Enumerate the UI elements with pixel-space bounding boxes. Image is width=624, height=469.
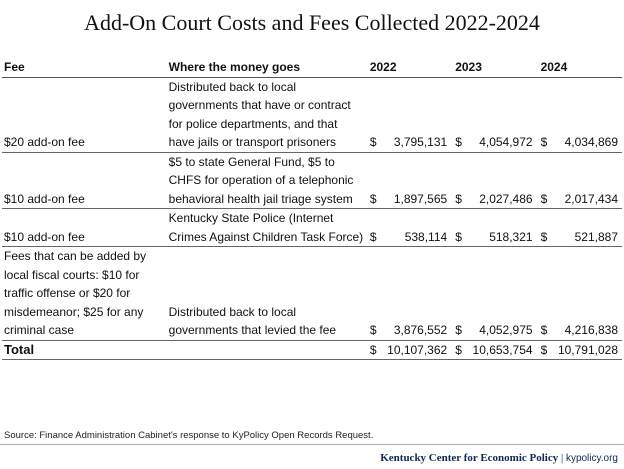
table-row [2,77,622,152]
where-cell: $5 to state General Fund, $5 to CHFS for operation of a telephonic behavioral health jail triage system [167,152,366,209]
value-2022: 1,897,565 [378,152,451,209]
value-2024: 4,034,869 [549,77,622,152]
where-cell: Distributed back to local governments that have or contract for police departments, and that have jails or transport prisoners [167,77,366,152]
value-2024: 2,017,434 [549,152,622,209]
currency-symbol: $ [451,247,463,341]
total-row [2,340,622,360]
currency-symbol: $ [451,152,463,209]
value-2023: 4,052,975 [463,247,536,341]
footer-site-link[interactable]: kypolicy.org [565,453,618,464]
where-cell: Kentucky State Police (Internet Crimes Against Children Task Force) [167,209,366,247]
currency-symbol: $ [537,340,549,360]
currency-symbol: $ [537,247,549,341]
currency-symbol: $ [537,152,549,209]
currency-symbol: $ [451,209,463,247]
header-where: Where the money goes [167,58,366,77]
value-2023: 2,027,486 [463,152,536,209]
fee-cell: $10 add-on fee [2,152,167,209]
footer-brand [380,452,618,464]
currency-symbol: $ [537,77,549,152]
currency-symbol: $ [366,340,378,360]
total-label: Total [2,340,167,360]
source-note: Source: Finance Administration Cabinet's response to KyPolicy Open Records Request. [4,430,374,441]
value-2022: 3,876,552 [378,247,451,341]
value-2023: 518,321 [463,209,536,247]
table-row [2,247,622,341]
value-2022: 538,114 [378,209,451,247]
fee-cell: $10 add-on fee [2,209,167,247]
value-2022: 3,795,131 [378,77,451,152]
fee-cell: $20 add-on fee [2,77,167,152]
table-row [2,209,622,247]
total-where-empty [167,340,366,360]
total-2023: 10,653,754 [463,340,536,360]
value-2024: 521,887 [549,209,622,247]
currency-symbol: $ [366,152,378,209]
total-2022: 10,107,362 [378,340,451,360]
header-fee: Fee [2,58,167,77]
currency-symbol: $ [451,77,463,152]
footer-separator: | [558,452,566,464]
currency-symbol: $ [366,247,378,341]
value-2023: 4,054,972 [463,77,536,152]
fee-cell: Fees that can be added by local fiscal courts: $10 for traffic offense or $20 for misdemeanor; $25 for any criminal case [2,247,167,341]
page-title: Add-On Court Costs and Fees Collected 2022-2024 [84,10,540,35]
header-2022: 2022 [366,58,451,77]
header-2024: 2024 [537,58,622,77]
where-cell: Distributed back to local governments that levied the fee [167,247,366,341]
footer [0,444,624,469]
currency-symbol: $ [366,77,378,152]
table-header-row [2,58,622,77]
table-row [2,152,622,209]
currency-symbol: $ [451,340,463,360]
fees-table [2,58,622,360]
currency-symbol: $ [537,209,549,247]
total-2024: 10,791,028 [549,340,622,360]
currency-symbol: $ [366,209,378,247]
value-2024: 4,216,838 [549,247,622,341]
footer-org: Kentucky Center for Economic Policy [380,452,559,464]
header-2023: 2023 [451,58,536,77]
